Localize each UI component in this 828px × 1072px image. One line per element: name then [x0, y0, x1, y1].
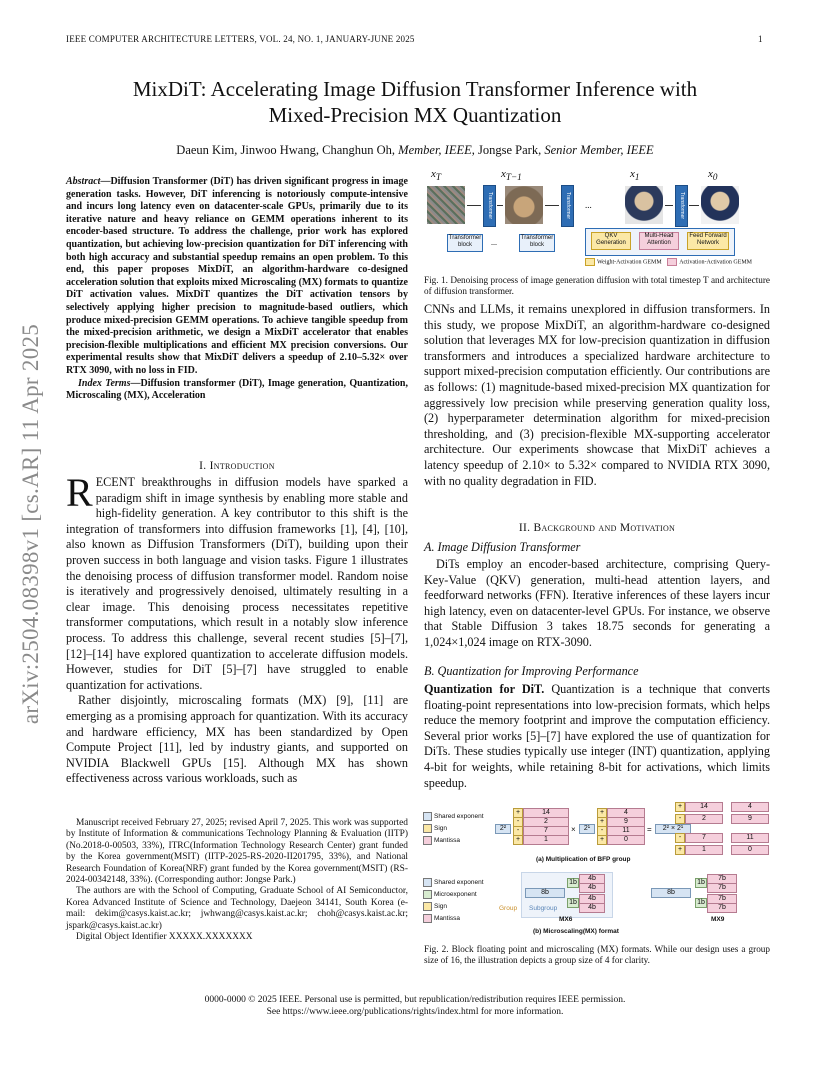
drop-cap: R	[66, 470, 93, 515]
sign-cell: +	[513, 835, 523, 845]
subsection-a-title: A. Image Diffusion Transformer	[424, 540, 581, 554]
legend-b-shared-exponent	[423, 878, 484, 887]
author-list	[60, 143, 770, 158]
feed-forward-box: Feed Forward Network	[687, 232, 729, 250]
sign-cell: -	[675, 814, 685, 824]
author-role-1: Member, IEEE	[398, 143, 472, 157]
transformer-block-2: Transformer block	[519, 234, 555, 252]
section-2-title: II. Background and Motivation	[518, 522, 676, 534]
legend-swatch-activation	[667, 258, 677, 266]
figure-1	[425, 168, 765, 272]
result-cell: 11	[731, 833, 769, 843]
qkv-generation-box: QKV Generation	[591, 232, 631, 250]
sign-cell: +	[513, 808, 523, 818]
page-number: 1	[758, 34, 763, 44]
mantissa-cell: 7	[523, 826, 569, 836]
mx6-shared-exp: 8b	[525, 888, 565, 898]
noise-image	[427, 186, 465, 224]
microexp-cell: 1b	[695, 898, 707, 908]
footnote-block	[66, 818, 408, 943]
label-x0: $x_0$	[708, 168, 718, 183]
result-cell: 0	[731, 845, 769, 855]
result-cell: 9	[731, 814, 769, 824]
mantissa-cell: 2	[523, 817, 569, 827]
swatch-shared-exponent	[423, 878, 432, 887]
mantissa-cell: 7b	[707, 894, 737, 904]
mantissa-cell: 14	[523, 808, 569, 818]
index-terms-label: Index Terms	[78, 377, 131, 389]
mantissa-cell: 7b	[707, 874, 737, 884]
label-xT-1: $x_{T-1}$	[501, 168, 522, 183]
abstract-text: —Diffusion Transformer (DiT) has driven significant progress in image generation tasks. However, DiT inferencing is notoriously compute-intensive and incurs long latency even on datacenter-scale GPUs, primarily due to its iterative nature and heavy reliance on GEMM operations inherent to its encoder-based structure. To address the challenge, prior work has explored quantization, but achieving low-precision quantization for DiT inferencing with both high accuracy and substantial speedup remains an open problem. To this end, this paper proposes MixDiT, an algorithm-hardware co-designed acceleration solution that exploits mixed Microscaling (MX) formats to quantize DiT activation values. MixDiT quantizes the DiT activation tensors by selectively applying higher precision to magnitude-based outliers, which produce mixed-precision GEMM operations. To achieve tangible speedup from the mixed-precision arithmetic, we design a MixDiT accelerator that enables precision-flexible multiplications and efficient MX precision conversions. Our experimental results show that MixDiT delivers a speedup of 2.10–5.32× over RTX 3090, with no loss in FID.	[66, 176, 408, 376]
swatch-shared-exponent	[423, 812, 432, 821]
arrow	[665, 205, 673, 206]
ellipsis: ...	[585, 200, 592, 210]
sign-cell: +	[597, 817, 607, 827]
caption-a: (a) Multiplication of BFP group	[536, 856, 631, 863]
group-label: Group	[499, 905, 518, 912]
legend-weight-activation: Weight-Activation GEMM	[597, 259, 662, 266]
transformer-icon: Transformer	[675, 185, 688, 227]
mx9-label: MX9	[711, 916, 725, 923]
sign-cell: -	[513, 826, 523, 836]
footnote-doi: Digital Object Identifier XXXXX.XXXXXXX	[76, 932, 253, 943]
arrow	[497, 205, 503, 206]
title-line-1: MixDiT: Accelerating Image Diffusion Transformer Inference with	[132, 77, 698, 101]
copyright-line-1: 0000-0000 © 2025 IEEE. Personal use is permitted, but republication/redistribution requires IEEE permission.	[204, 995, 626, 1005]
mantissa-cell: 9	[607, 817, 645, 827]
copyright-notice	[60, 994, 770, 1018]
subsection-b-title: B. Quantization for Improving Performance	[424, 664, 639, 678]
intro-paragraph-2: Rather disjointly, microscaling formats (MX) [9], [11] are emerging as a promising approach for quantization. With its accuracy and hardware efficiency, MX has been standardized by Open Compute Project [11], led by industry giants, and supported on NVIDIA Blackwell GPUs [15]. Although MX has shown effectiveness across various workloads, such as	[66, 693, 408, 786]
subsection-b-body	[424, 682, 770, 791]
legend-label: Microexponent	[434, 891, 477, 899]
result-cell: 7	[685, 833, 723, 843]
label-xT: $x_T$	[431, 168, 441, 183]
abstract-label: Abstract	[66, 176, 101, 187]
cat-image-x1	[625, 186, 663, 224]
subgroup-label: Subgroup	[529, 905, 558, 912]
legend-label: Shared exponent	[434, 879, 484, 887]
sign-cell: +	[675, 845, 685, 855]
running-header: IEEE COMPUTER ARCHITECTURE LETTERS, VOL. 24, NO. 1, JANUARY-JUNE 2025	[66, 34, 415, 44]
intro-paragraph-1: ECENT breakthroughs in diffusion models have sparked a paradigm shift in image synthesis by enabling more stable and high-fidelity generation. A key contributor to this shift is the integration of transformers into diffusion frameworks [1], [4], [10], also known as Diffusion Transformers (DiT), building upon their proven success in both language and vision tasks. Figure 1 illustrates the denoising process of diffusion transformer model. Random noise is iteratively and progressively denoised, ultimately resulting in a clear image. This denoising process necessitates repetitive transformer computations, which result in a notably slow inference process. To address this challenge, several recent studies [5]–[7], [12]–[14] have explored quantization to accelerate diffusion models. However, studies for DiT [5]–[7] have struggled to enable quantization for activations.	[66, 475, 408, 692]
mantissa-cell: 4b	[579, 883, 605, 893]
cat-image-x0	[701, 186, 739, 224]
exp-b: 2¹	[579, 824, 595, 834]
legend-a-sign	[423, 824, 447, 833]
figure-2	[421, 800, 771, 942]
right-column-intro: CNNs and LLMs, it remains unexplored in diffusion transformers. In this study, we propose MixDiT, an algorithm-hardware co-designed solution that leverages MX for low-precision quantization in diffusion transformers and introduces a specialized hardware architecture to support mixed-precision computation efficiently. Our contributions are as follows: (1) magnitude-based mixed-precision MX quantization for aggressively low precision while preserving generation quality loss, (2) hyperparameter determination algorithm for mixed-precision thresholding, and (3) precision-flexible MX-supporting accelerator architecture. Our experiments showcase that MixDiT achieves a latency speedup of 2.10× to 5.32× compared to NVIDIA RTX 3090, with no quality degradation in FID.	[424, 302, 770, 488]
footnote-affiliation: The authors are with the School of Computing, Graduate School of AI Semiconductor, Korea Advanced Institute of Science and Technology, Daejeon 34141, South Korea (e-mail: dekim@casys.kaist.ac.kr; jwhwang@casys.kaist.ac.kr; choh@casys.kaist.ac.kr; jspark@casys.kaist.ac.kr)	[66, 886, 408, 931]
mantissa-cell: 0	[607, 835, 645, 845]
subsection-b-text: Quantization is a technique that converts floating-point representations into low-precision formats, which helps reduce the memory footprint and improve the computation efficiency. Several prior works [5]–[7] have explored the use of quantization for DiTs. These studies typically use integer (INT) quantization, applying 4-bit for weights, while retaining 8-bit for activations, which limits speedup.	[424, 682, 770, 790]
mantissa-cell: 7b	[707, 883, 737, 893]
sign-cell: +	[597, 835, 607, 845]
result-cell: 1	[685, 845, 723, 855]
result-cell: 2	[685, 814, 723, 824]
arrow	[467, 205, 481, 206]
legend-label: Mantissa	[434, 915, 461, 923]
swatch-microexponent	[423, 890, 432, 899]
mantissa-cell: 4	[607, 808, 645, 818]
legend-activation-activation: Activation-Activation GEMM	[679, 259, 753, 266]
index-terms-text: —Diffusion transformer (DiT), Image generation, Quantization, Microscaling (MX), Acceleration	[66, 377, 408, 402]
swatch-mantissa	[423, 914, 432, 923]
label-x1: $x_1$	[630, 168, 640, 183]
swatch-mantissa	[423, 836, 432, 845]
transformer-icon: Transformer	[483, 185, 496, 227]
ellipsis: ...	[491, 238, 497, 247]
figure-2-caption: Fig. 2. Block floating point and microscaling (MX) formats. While our design uses a group size of 16, the illustration depicts a group size of 4 for clarity.	[424, 944, 770, 966]
noisy-cat-image	[505, 186, 543, 224]
sign-cell: +	[675, 802, 685, 812]
mantissa-cell: 4b	[579, 874, 605, 884]
swatch-sign	[423, 902, 432, 911]
legend-label: Sign	[434, 903, 448, 911]
microexp-cell: 1b	[695, 878, 707, 888]
subsection-b-lead: Quantization for DiT.	[424, 682, 545, 696]
exp-a: 2²	[495, 824, 511, 834]
legend-label: Mantissa	[434, 837, 461, 845]
arxiv-stamp: arXiv:2504.08398v1 [cs.AR] 11 Apr 2025	[18, 323, 43, 725]
title-line-2: Mixed-Precision MX Quantization	[268, 103, 562, 127]
paper-title	[60, 76, 770, 128]
result-cell: 14	[685, 802, 723, 812]
subsection-a-body: DiTs employ an encoder-based architecture, comprising Query-Key-Value (QKV) generation, multi-head attention layers, and feedforward networks (FFN). Iterative inferences of these layers incur high latency, even on datacenter-level GPUs. For instance, we observe that Stable Diffusion 3 takes 18.75 seconds for generating a 1,024×1,024 image on RTX-3090.	[424, 557, 770, 649]
microexp-cell: 1b	[567, 878, 579, 888]
section-1-body	[66, 470, 408, 787]
transformer-block-1: Transformer block	[447, 234, 483, 252]
sign-cell: -	[513, 817, 523, 827]
mx6-label: MX6	[559, 916, 573, 923]
legend-b-sign	[423, 902, 447, 911]
arrow	[545, 205, 559, 206]
legend-swatch-weight	[585, 258, 595, 266]
legend-label: Shared exponent	[434, 813, 484, 821]
authors-part2: , Jongse Park,	[471, 143, 545, 157]
mx9-shared-exp: 8b	[651, 888, 691, 898]
caption-b: (b) Microscaling(MX) format	[533, 928, 619, 935]
result-cell: 4	[731, 802, 769, 812]
section-1-title: I. Introduction	[199, 460, 275, 472]
mantissa-cell: 11	[607, 826, 645, 836]
legend-a-shared-exponent	[423, 812, 484, 821]
result-exponent: 2² × 2¹	[655, 824, 691, 834]
multi-head-attention-box: Multi-Head Attention	[639, 232, 679, 250]
figure-1-caption: Fig. 1. Denoising process of image generation diffusion with total timestep T and architecture of diffusion transformer.	[424, 275, 770, 297]
mantissa-cell: 1	[523, 835, 569, 845]
authors-part1: Daeun Kim, Jinwoo Hwang, Changhun Oh,	[176, 143, 399, 157]
transformer-icon: Transformer	[561, 185, 574, 227]
swatch-sign	[423, 824, 432, 833]
arrow	[689, 205, 699, 206]
footnote-funding: Manuscript received February 27, 2025; revised April 7, 2025. This work was supported by Institute of Information & communications Technology Planning & Evaluation (IITP) (No.2018-0-00503, 33%), ITRC(Information Technology Research Center) grant funded by the Korea government(MSIT) (IITP-2025-RS-2020-II201795, 33%), and National Research Foundation of Korea(NRF) grant funded by the Korea government(MSIT) (RS-2024-00342148, 33%). (Corresponding author: Jongse Park.)	[66, 818, 408, 886]
mantissa-cell: 4b	[579, 903, 605, 913]
legend-label: Sign	[434, 825, 448, 833]
legend-b-microexponent	[423, 890, 477, 899]
abstract	[66, 176, 408, 403]
sign-cell: +	[597, 808, 607, 818]
figure-1-legend	[585, 258, 752, 266]
times-sign: ×	[571, 825, 576, 834]
microexp-cell: 1b	[567, 898, 579, 908]
legend-b-mantissa	[423, 914, 460, 923]
mantissa-cell: 4b	[579, 894, 605, 904]
equals-sign: =	[647, 825, 652, 834]
mantissa-cell: 7b	[707, 903, 737, 913]
legend-a-mantissa	[423, 836, 460, 845]
sign-cell: -	[675, 833, 685, 843]
copyright-line-2: See https://www.ieee.org/publications/rights/index.html for more information.	[266, 1007, 564, 1017]
author-role-2: Senior Member, IEEE	[544, 143, 654, 157]
sign-cell: -	[597, 826, 607, 836]
